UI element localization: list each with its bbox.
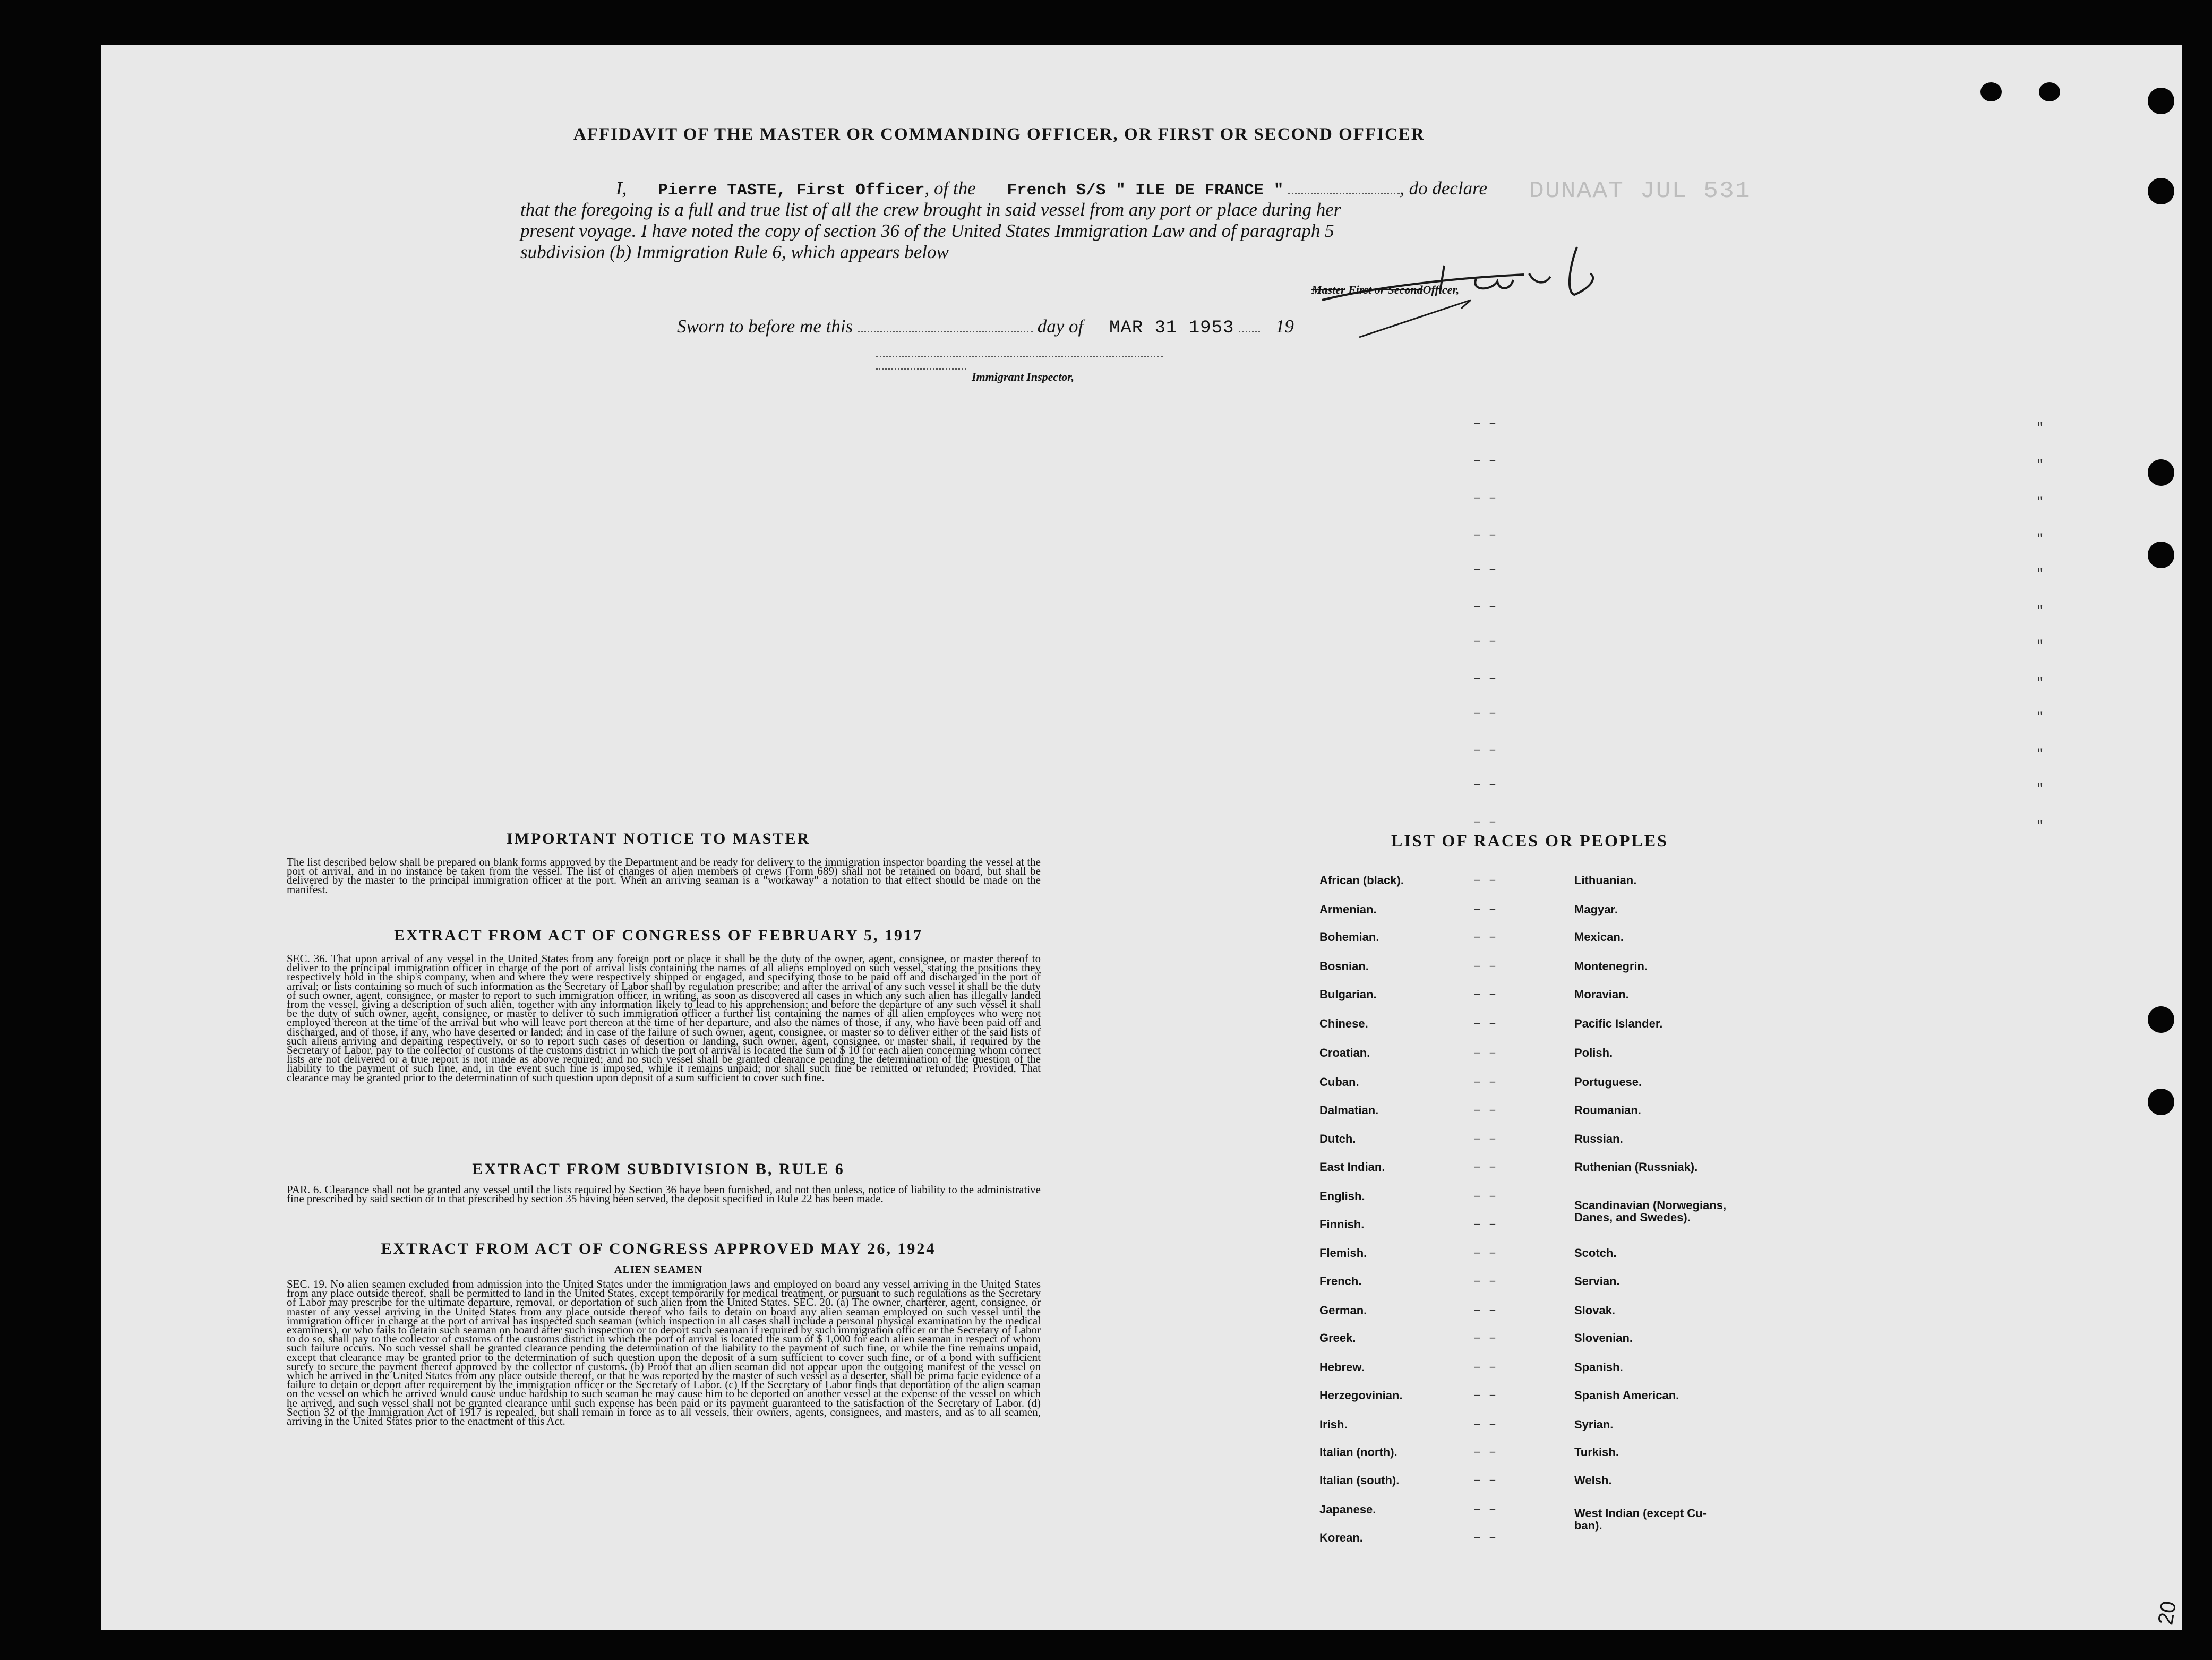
side-stamp: DUNAAT JUL 531 — [1529, 178, 1751, 204]
ditto-mark: " — [2036, 639, 2044, 653]
ditto-mark: " — [2036, 458, 2044, 473]
manifest-page — [101, 45, 2182, 1630]
crew-dash-mark: – – — [1473, 815, 1497, 829]
race-dash-mark: – – — [1473, 1418, 1497, 1432]
race-item-right: Pacific Islander. — [1574, 1017, 1663, 1030]
race-item-left: African (black). — [1319, 874, 1404, 887]
race-dash-mark: – – — [1473, 1190, 1497, 1204]
ditto-mark: " — [2036, 748, 2044, 762]
sworn-day-of: day of — [1037, 316, 1084, 337]
crew-dash-mark: – – — [1473, 743, 1497, 758]
crew-dash-mark: – – — [1473, 672, 1497, 686]
race-item-right: Roumanian. — [1574, 1103, 1641, 1117]
race-item-left: Flemish. — [1319, 1246, 1367, 1260]
race-item-left: Japanese. — [1319, 1503, 1376, 1516]
race-item-right: ban). — [1574, 1519, 1602, 1532]
ditto-mark: " — [2036, 533, 2044, 547]
notice-title: IMPORTANT NOTICE TO MASTER — [506, 830, 811, 848]
race-item-left: German. — [1319, 1304, 1367, 1317]
affidavit-line-4: subdivision (b) Immigration Rule 6, which appears below — [520, 242, 949, 262]
officer-name: Pierre TASTE, First Officer — [658, 181, 925, 200]
race-item-left: East Indian. — [1319, 1160, 1385, 1174]
race-item-right: Scotch. — [1574, 1246, 1617, 1260]
race-item-right: Danes, and Swedes). — [1574, 1211, 1691, 1224]
race-item-right: Slovak. — [1574, 1304, 1616, 1317]
ditto-mark: " — [2036, 711, 2044, 725]
race-dash-mark: – – — [1473, 1389, 1497, 1403]
date-stamp: MAR 31 1953 — [1109, 318, 1234, 338]
binder-hole — [2148, 459, 2174, 486]
race-item-left: Chinese. — [1319, 1017, 1368, 1030]
race-item-left: Bohemian. — [1319, 930, 1379, 944]
blank-line — [1239, 331, 1260, 332]
race-item-right: Moravian. — [1574, 988, 1629, 1001]
year-prefix: 19 — [1275, 316, 1294, 337]
ditto-mark: " — [2036, 604, 2044, 619]
race-dash-mark: – – — [1473, 1531, 1497, 1545]
pen-stroke — [1349, 279, 1508, 343]
race-dash-mark: – – — [1473, 1218, 1497, 1232]
race-dash-mark: – – — [1473, 874, 1497, 888]
binder-hole — [2148, 1006, 2174, 1033]
race-item-right: Russian. — [1574, 1132, 1623, 1145]
extract-1924-title: EXTRACT FROM ACT OF CONGRESS APPROVED MAY 26, 1924 — [381, 1240, 936, 1257]
race-item-left: Finnish. — [1319, 1218, 1365, 1231]
race-item-left: English. — [1319, 1190, 1365, 1203]
race-dash-mark: – – — [1473, 1503, 1497, 1517]
race-item-left: Irish. — [1319, 1418, 1348, 1431]
vessel-name: French S/S " ILE DE FRANCE " — [1007, 181, 1284, 200]
first-label: First — [1348, 283, 1372, 296]
race-item-right: West Indian (except Cu- — [1574, 1507, 1707, 1520]
crew-dash-mark: – – — [1473, 417, 1497, 431]
ditto-mark: " — [2036, 819, 2044, 834]
notice-body: The list described below shall be prepared on blank forms approved by the Department and be ready for delivery to the immigration inspector boarding the vessel at the port of arrival, and in no instance be taken from the vessel. The list of changes of alien members of crews (Form 689) shall not be retained on board, but shall be delivered by the master to the principal immigration officer at the port. When an arriving seaman is a "workaway" a notation to that effect should be made on the manifest. — [287, 855, 1041, 896]
binder-hole — [2148, 1089, 2174, 1115]
blank-line — [876, 368, 966, 370]
officer-suffix: Officer, — [1422, 283, 1460, 296]
extract-1924-body: SEC. 19. No alien seamen excluded from admission into the United States under the immigration laws and employed on board any vessel arriving in the United States from any place outside thereof, shall be permitted to land in the United States, except temporarily for medical treatment, or pursuant to such regulations as the Secretary of Labor may prescribe for the ultimate departure, removal, or deportation of such alien from the United States. SEC. 20. (a) The owner, charterer, agent, consignee, or master of any vessel arriving in the United States from any place outside thereof who fails to detain on board any alien seaman employed on such vessel until the immigration officer in charge at the port of arrival has inspected such seaman (which inspection in all cases shall include a personal physical examination by the medical examiners), or who fails to detain such seaman on board after such inspection or to deport such seaman if required by such immigration officer or the Secretary of Labor to do so, shall pay to the collector of customs of the customs district in which the port of arrival is located the sum of $ 1,000 for each alien seaman in respect of whom such failure occurs. No such vessel shall be granted clearance pending the determination of the liability to the payment of such fine, or while the fine remains unpaid, except that clearance may be granted prior to the determination of such question upon the deposit of a sum sufficient to cover such fine, or of a bond with sufficient surety to secure the payment thereof approved by the collector of customs. (b) Proof that an alien seaman did not appear upon the outgoing manifest of the vessel on which he arrived in the United States from any place outside thereof, or that he was reported by the master of such vessel as a deserter, shall be prima facie evidence of a failure to detain or deport after requirement by the immigration officer or the Secretary of Labor. (c) If the Secretary of Labor finds that deportation of the alien seaman on the vessel on which he arrived would cause undue hardship to such seaman he may cause him to be deported on another vessel at the expense of the vessel on which he arrived, and such vessel shall not be granted clearance until such expense has been paid or its payment guaranteed to the satisfaction of the Secretary of Labor. (d) Section 32 of the Immigration Act of 1917 is repealed, but shall remain in force as to all vessels, their owners, agents, consignees, and masters, and as to all seamen, arriving in the United States prior to the enactment of this Act. — [287, 1278, 1041, 1428]
affidavit-line-2: that the foregoing is a full and true list of all the crew brought in said vessel from any port or place during her — [520, 199, 1341, 220]
crew-dash-mark: – – — [1473, 563, 1497, 577]
race-dash-mark: – – — [1473, 1331, 1497, 1346]
race-dash-mark: – – — [1473, 1046, 1497, 1060]
race-item-right: Welsh. — [1574, 1474, 1612, 1487]
binder-hole — [2148, 88, 2174, 114]
race-item-left: Korean. — [1319, 1531, 1363, 1544]
race-item-left: French. — [1319, 1274, 1362, 1288]
race-item-left: Herzegovinian. — [1319, 1389, 1403, 1402]
race-dash-mark: – – — [1473, 1075, 1497, 1090]
race-dash-mark: – – — [1473, 1474, 1497, 1488]
struck-second: or Second — [1374, 283, 1423, 296]
race-item-left: Croatian. — [1319, 1046, 1370, 1059]
binder-hole — [2148, 542, 2174, 568]
races-title: LIST OF RACES OR PEOPLES — [1391, 831, 1668, 850]
race-item-right: Turkish. — [1574, 1445, 1619, 1459]
race-item-left: Bulgarian. — [1319, 988, 1377, 1001]
page-number: 20 — [2154, 1599, 2181, 1627]
affidavit-line-3: present voyage. I have noted the copy of section 36 of the United States Immigration Law and of paragraph 5 — [520, 220, 1334, 241]
extract-1917-title: EXTRACT FROM ACT OF CONGRESS OF FEBRUARY 5, 1917 — [393, 927, 923, 944]
race-item-right: Slovenian. — [1574, 1331, 1633, 1345]
binder-hole — [2148, 178, 2174, 204]
race-item-right: Spanish American. — [1574, 1389, 1679, 1402]
race-dash-mark: – – — [1473, 930, 1497, 945]
blank-line — [858, 331, 1033, 332]
binder-hole — [1980, 82, 2002, 101]
affidavit-title: AFFIDAVIT OF THE MASTER OR COMMANDING OFFICER, OR FIRST OR SECOND OFFICER — [573, 125, 1425, 144]
crew-dash-mark: – – — [1473, 635, 1497, 649]
extract-1917-body: SEC. 36. That upon arrival of any vessel in the United States from any foreign port or place it shall be the duty of the owner, agent, consignee, or master thereof to deliver to the principal immigration officer in charge of the port of arrival lists containing the names of all aliens employed on such vessel, stating the positions they respectively hold in the ship's company, when and where they were respectively shipped or engaged, and specifying those to be paid off and discharged in the port of arrival; or lists containing so much of such information as the Secretary of Labor shall by regulation prescribe; and after the arrival of any such vessel it shall be the duty of such owner, agent, consignee, or master to report to such immigration officer, in writing, as soon as discovered all cases in which any such alien has illegally landed from the vessel, giving a description of such alien, together with any information likely to lead to his apprehension; and before the departure of any such vessel it shall be the duty of such owner, agent, consignee, or master to deliver to such immigration officer a further list containing the names of all alien employees who were not employed thereon at the time of the arrival but who will leave port thereon at the time of her departure, and also the names of those, if any, who have been paid off and discharged, and of those, if any, who have deserted or landed; and in case of the failure of such owner, agent, consignee, or master so to deliver either of the said lists of such aliens arriving and departing respectively, or so to report such cases of desertion or landing, such owner, agent, consignee, or master shall, if required by the Secretary of Labor, pay to the collector of customs of the customs district in which the port of arrival is located the sum of $ 10 for each alien concerning whom correct lists are not delivered or a true report is not made as above required; and no such vessel shall be granted clearance pending the determination of the question of the liability to the payment of such fine, and, in the event such fine is imposed, while it remains unpaid; nor shall such fine be remitted or refunded; Provided, That clearance may be granted prior to the determination of such question upon deposit of a sum sufficient to cover such fine. — [287, 952, 1041, 1084]
ditto-mark: " — [2036, 782, 2044, 797]
blank-line — [876, 356, 1163, 357]
race-dash-mark: – – — [1473, 1274, 1497, 1289]
inspector-label: Immigrant Inspector, — [972, 370, 1075, 383]
extract-1924-subtitle: ALIEN SEAMEN — [614, 1264, 702, 1276]
race-item-right: Servian. — [1574, 1274, 1620, 1288]
race-dash-mark: – – — [1473, 1445, 1497, 1460]
race-item-right: Lithuanian. — [1574, 874, 1637, 887]
crew-dash-mark: – – — [1473, 454, 1497, 468]
race-item-left: Greek. — [1319, 1331, 1356, 1345]
race-dash-mark: – – — [1473, 1132, 1497, 1146]
affidavit-do-declare: , do declare — [1400, 178, 1487, 199]
race-dash-mark: – – — [1473, 1017, 1497, 1031]
race-item-right: Spanish. — [1574, 1360, 1623, 1374]
race-dash-mark: – – — [1473, 1160, 1497, 1175]
ditto-mark: " — [2036, 421, 2044, 435]
race-item-left: Italian (north). — [1319, 1445, 1397, 1459]
race-item-right: Scandinavian (Norwegians, — [1574, 1199, 1727, 1212]
blank-line — [1288, 193, 1400, 194]
race-dash-mark: – – — [1473, 960, 1497, 974]
race-dash-mark: – – — [1473, 1103, 1497, 1118]
crew-dash-mark: – – — [1473, 706, 1497, 721]
affidavit-of-the: , of the — [924, 178, 976, 199]
race-item-left: Armenian. — [1319, 903, 1377, 916]
sworn-prefix: Sworn to before me this — [677, 316, 853, 337]
affidavit-line-1 — [520, 178, 1487, 200]
ditto-mark: " — [2036, 676, 2044, 690]
race-item-left: Dutch. — [1319, 1132, 1356, 1145]
rule-6-title: EXTRACT FROM SUBDIVISION B, RULE 6 — [472, 1160, 845, 1178]
race-item-right: Magyar. — [1574, 903, 1618, 916]
sworn-line — [677, 316, 1294, 338]
race-item-right: Mexican. — [1574, 930, 1624, 944]
race-item-right: Polish. — [1574, 1046, 1613, 1059]
rule-6-body: PAR. 6. Clearance shall not be granted any vessel until the lists required by Section 36 have been furnished, and not then unless, notice of liability to the administrative fine prescribed by said section or to that prescribed by section 35 having been served, the deposit specified in Rule 22 has been made. — [287, 1183, 1041, 1205]
race-item-left: Dalmatian. — [1319, 1103, 1379, 1117]
race-item-right: Syrian. — [1574, 1418, 1614, 1431]
affidavit-i: I, — [616, 178, 627, 199]
race-item-left: Bosnian. — [1319, 960, 1369, 973]
binder-hole — [2039, 82, 2060, 101]
crew-dash-mark: – – — [1473, 528, 1497, 543]
race-item-left: Hebrew. — [1319, 1360, 1365, 1374]
race-dash-mark: – – — [1473, 1246, 1497, 1261]
race-item-right: Ruthenian (Russniak). — [1574, 1160, 1698, 1174]
race-item-left: Cuban. — [1319, 1075, 1359, 1089]
crew-dash-mark: – – — [1473, 491, 1497, 506]
race-item-right: Portuguese. — [1574, 1075, 1642, 1089]
ditto-mark: " — [2036, 495, 2044, 510]
ditto-mark: " — [2036, 567, 2044, 581]
race-dash-mark: – – — [1473, 1360, 1497, 1375]
crew-dash-mark: – – — [1473, 778, 1497, 792]
race-item-right: Montenegrin. — [1574, 960, 1648, 973]
race-dash-mark: – – — [1473, 1304, 1497, 1318]
race-dash-mark: – – — [1473, 903, 1497, 917]
race-item-left: Italian (south). — [1319, 1474, 1400, 1487]
struck-master: Master — [1311, 283, 1345, 296]
crew-dash-mark: – – — [1473, 600, 1497, 614]
race-dash-mark: – – — [1473, 988, 1497, 1002]
